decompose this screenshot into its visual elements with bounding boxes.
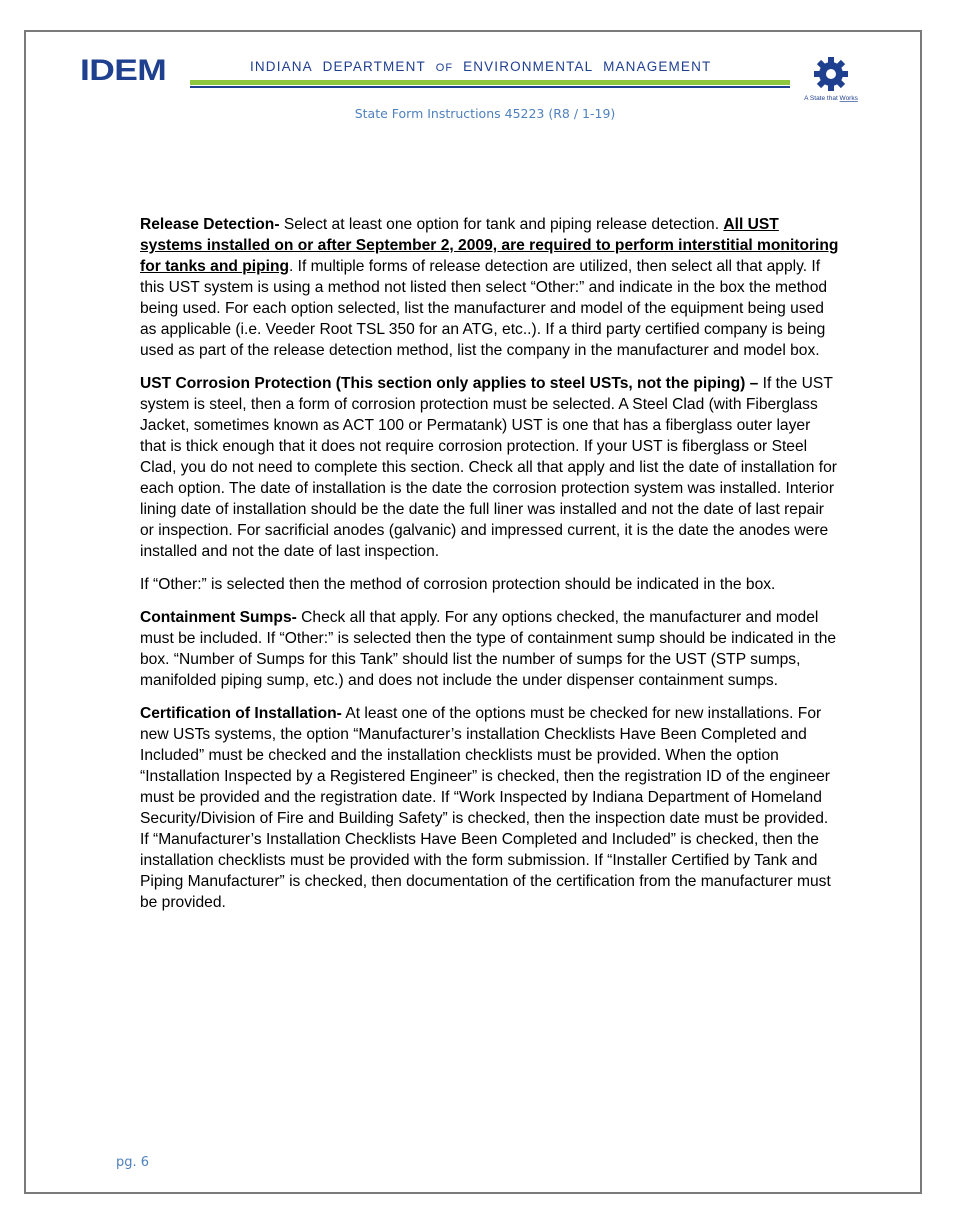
- page-number: pg. 6: [116, 1155, 150, 1170]
- dept-word: ENVIRONMENTAL: [463, 59, 594, 74]
- paragraph-text: If the UST system is steel, then a form of corrosion protection must be selected. A Steel Clad (with Fiberglass Jacket, sometimes known as ACT 100 or Permatank) UST is one that has a fiberglass outer layer that is thick enough that it does not require corrosion protection. If your UST is fiberglass or Steel Clad, you do not need to complete this section. Check all that apply and list the date of installation for each option. The date of installation is the date the corrosion protection system was installed. Interior lining date of installation should be the date the full liner was installed and not the date of last repair or inspection. For sacrificial anodes (galvanic) and impressed current, it is the date the anodes were installed and not the date of last inspection.: [140, 375, 837, 560]
- seal-tagline: A State that Works: [804, 95, 858, 102]
- paragraph-text: Select at least one option for tank and piping release detection.: [279, 216, 724, 233]
- other-note-paragraph: [140, 574, 840, 595]
- emphasis-text: All UST systems installed on or after September 2, 2009, are required to perform interstitial monitoring for tanks and piping: [140, 216, 839, 275]
- header-rule-blue: [190, 86, 790, 88]
- header-rule-green: [190, 80, 790, 85]
- form-number: State Form Instructions 45223 (R8 / 1-19): [354, 106, 616, 121]
- release-detection-paragraph: [140, 214, 840, 361]
- paragraph-text: . If multiple forms of release detection are utilized, then select all that apply. If this UST system is using a method not listed then select “Other:” and indicate in the box the method being used. For each option selected, list the manufacturer and model of the equipment being used as applicable (i.e. Veeder Root TSL 350 for an ATG, etc..). If a third party certified company is being used as part of the release detection method, list the company in the manufacturer and model box.: [140, 258, 828, 359]
- idem-logo: IDEM: [80, 54, 167, 87]
- dept-word: OF: [435, 62, 454, 74]
- section-heading: Containment Sumps-: [140, 609, 297, 626]
- section-heading: Release Detection-: [140, 216, 280, 233]
- section-heading: UST Corrosion Protection (This section only applies to steel USTs, not the piping) –: [140, 375, 759, 392]
- certification-paragraph: [140, 703, 840, 913]
- paragraph-text: Check all that apply. For any options checked, the manufacturer and model must be included. If “Other:” is selected then the type of containment sump should be indicated in the box. “Number of Sumps for this Tank” should list the number of sumps for the UST (STP sumps, manifolded piping sump, etc.) and does not include the under dispenser containment sumps.: [140, 609, 837, 689]
- state-seal-icon: [806, 54, 856, 104]
- instructions-body: [140, 214, 840, 925]
- paragraph-text: If “Other:” is selected then the method of corrosion protection should be indicated in the box.: [140, 576, 776, 593]
- dept-word: INDIANA: [250, 59, 313, 74]
- dept-word: MANAGEMENT: [603, 59, 712, 74]
- corrosion-protection-paragraph: [140, 373, 840, 562]
- dept-word: DEPARTMENT: [322, 59, 426, 74]
- department-name: [250, 59, 711, 74]
- containment-sumps-paragraph: [140, 607, 840, 691]
- section-heading: Certification of Installation-: [140, 705, 342, 722]
- paragraph-text: At least one of the options must be checked for new installations. For new USTs systems, the option “Manufacturer’s installation Checklists Have Been Completed and Included” must be checked and the installation checklists must be provided. When the option “Installation Inspected by a Registered Engineer” is checked, then the registration ID of the engineer must be provided and the registration date. If “Work Inspected by Indiana Department of Homeland Security/Division of Fire and Building Safety” is checked, then the inspection date must be provided. If “Manufacturer’s Installation Checklists Have Been Completed and Included” is checked, then the installation checklists must be provided with the form submission. If “Installer Certified by Tank and Piping Manufacturer” is checked, then documentation of the certification from the manufacturer must be provided.: [140, 705, 831, 911]
